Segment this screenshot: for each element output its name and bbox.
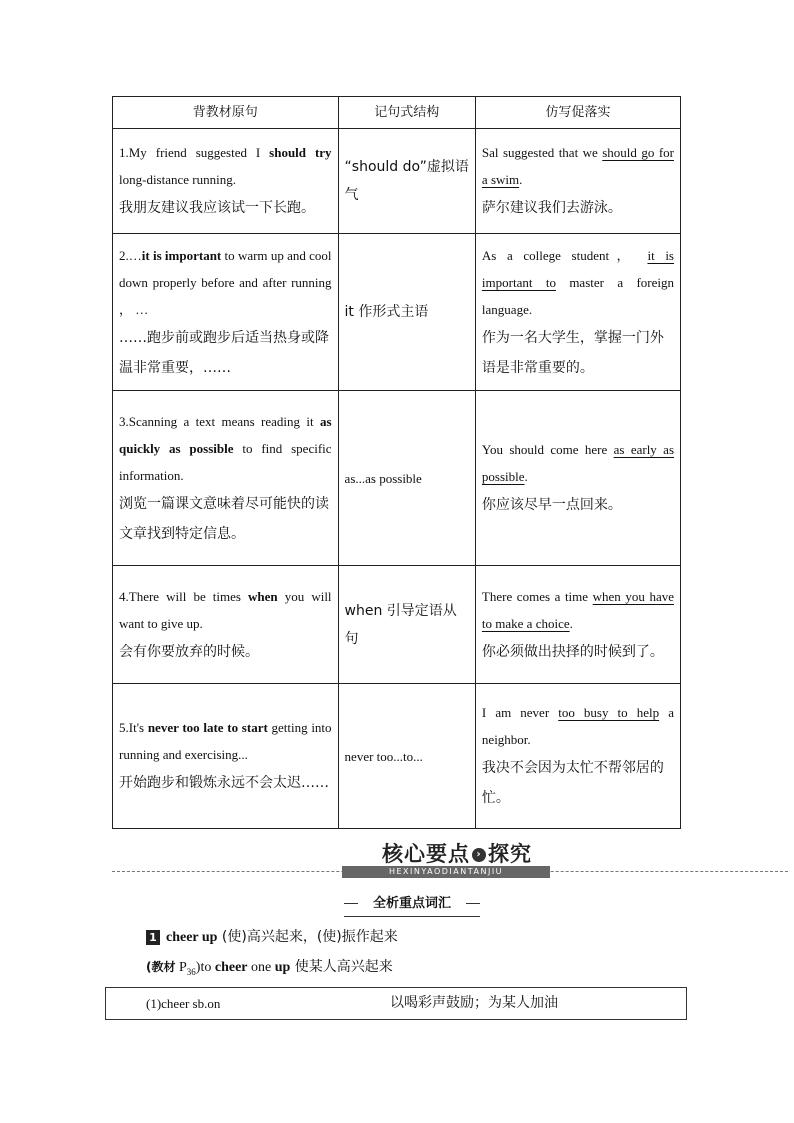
table-header-row — [113, 97, 681, 129]
structure-cell: when 引导定语从句 — [338, 566, 475, 684]
original-translation: ……跑步前或跑步后适当热身或降温非常重要，…… — [119, 329, 329, 376]
original-sentence-cell: 1.My friend suggested I should try long-distance running. 我朋友建议我应该试一下长跑。 — [113, 129, 339, 234]
chevron-right-icon: › — [472, 848, 486, 862]
textbook-reference: (教材 $P_{36})to$ cheer one up 使某人高兴起来 — [146, 959, 393, 977]
table-row — [113, 129, 681, 234]
table-row — [113, 391, 681, 566]
original-sentence-cell: 5.It's never too late to start getting into running and exercising... 开始跑步和锻炼永远不会太迟…… — [113, 684, 339, 829]
original-translation: 开始跑步和锻炼永远不会太迟…… — [119, 775, 329, 791]
practice-translation: 你应该尽早一点回来。 — [481, 497, 622, 513]
practice-cell: Sal suggested that we should go for a swim. 萨尔建议我们去游泳。 — [475, 129, 680, 234]
header-structure: 记句式结构 — [338, 97, 475, 129]
original-sentence-cell: 3.Scanning a text means reading it as quickly as possible to find specific information. 浏览一篇课文意味着尽可能快的读文章找到特定信息。 — [113, 391, 339, 566]
practice-translation: 萨尔建议我们去游泳。 — [481, 200, 622, 216]
original-translation: 会有你要放弃的时候。 — [119, 643, 259, 660]
practice-cell: You should come here as early as possible. 你应该尽早一点回来。 — [475, 391, 680, 566]
header-original: 背教材原句 — [113, 97, 339, 129]
table-row — [113, 566, 681, 684]
phrase-box — [105, 987, 687, 1020]
original-translation: 浏览一篇课文意味着尽可能快的读文章找到特定信息。 — [119, 495, 329, 542]
section-pinyin: HEXINYAODIANTANJIU — [342, 866, 550, 878]
structure-cell: “should do”虚拟语气 — [338, 129, 475, 234]
header-practice: 仿写促落实 — [475, 97, 680, 129]
practice-translation: 你必须做出抉择的时候到了。 — [481, 643, 664, 660]
point-phrase: cheer up — [166, 930, 218, 945]
key-point-1 — [146, 927, 398, 948]
structure-cell: as...as possible — [338, 391, 475, 566]
practice-cell: There comes a time when you have to make a choice. 你必须做出抉择的时候到了。 — [475, 566, 680, 684]
phrase-en: (1)cheer sb.on — [146, 996, 221, 1011]
point-meaning: (使)高兴起来，(使)振作起来 — [217, 929, 398, 945]
structure-cell: it 作形式主语 — [338, 234, 475, 391]
structure-cell: never too...to... — [338, 684, 475, 829]
phrase-zh: 以喝彩声鼓励；为某人加油 — [390, 995, 558, 1011]
section-title: 核心要点 › 探究 — [362, 838, 552, 868]
original-sentence-cell: 4.There will be times when you will want to give up. 会有你要放弃的时候。 — [113, 566, 339, 684]
practice-translation: 作为一名大学生，掌握一门外语是非常重要的。 — [481, 329, 664, 376]
point-number: 1 — [146, 930, 160, 945]
sentence-table — [112, 96, 681, 829]
subheader: 全析重点词汇 — [344, 894, 480, 914]
practice-cell: I am never too busy to help a neighbor. 我决不会因为太忙不帮邻居的忙。 — [475, 684, 680, 829]
table-row — [113, 234, 681, 391]
table-row — [113, 684, 681, 829]
original-translation: 我朋友建议我应该试一下长跑。 — [119, 200, 315, 216]
original-sentence-cell: 2.…it is important to warm up and cool down properly before and after running ， … ……跑步前或跑步后适当热身或降温非常重要，…… — [113, 234, 339, 391]
section-header — [112, 838, 788, 878]
practice-cell: As a college student， it is important to master a foreign language. 作为一名大学生，掌握一门外语是非常重要的。 — [475, 234, 680, 391]
practice-translation: 我决不会因为太忙不帮邻居的忙。 — [481, 760, 664, 806]
